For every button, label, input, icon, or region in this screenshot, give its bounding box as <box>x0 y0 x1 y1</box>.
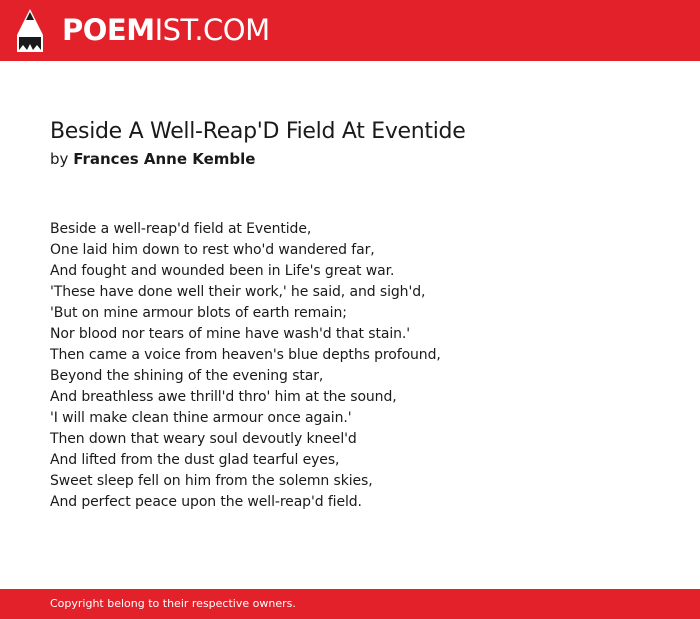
poem-line: And perfect peace upon the well-reap'd field. <box>50 494 362 510</box>
poem-line: Beside a well-reap'd field at Eventide, <box>50 221 312 237</box>
logo-light-text: IST.COM <box>154 13 270 47</box>
poem-line: Beyond the shining of the evening star, <box>50 368 324 384</box>
poem-line: Then down that weary soul devoutly kneel'd <box>50 431 357 447</box>
copyright-text: Copyright belong to their respective owners. <box>50 597 296 610</box>
poem-line: And lifted from the dust glad tearful eyes, <box>50 452 340 468</box>
site-logo[interactable] <box>62 13 270 47</box>
poem-line: 'I will make clean thine armour once again.' <box>50 410 352 426</box>
pencil-icon[interactable] <box>17 9 43 52</box>
poem-line: 'But on mine armour blots of earth remain; <box>50 305 347 321</box>
poem-line: One laid him down to rest who'd wandered far, <box>50 242 375 258</box>
poem-line: Nor blood nor tears of mine have wash'd that stain.' <box>50 326 411 342</box>
site-header <box>0 0 700 61</box>
author-name: Frances Anne Kemble <box>73 150 256 168</box>
poem-line: And breathless awe thrill'd thro' him at the sound, <box>50 389 397 405</box>
byline <box>50 149 255 169</box>
logo-bold-text: POEM <box>62 13 155 47</box>
poem-line: Sweet sleep fell on him from the solemn skies, <box>50 473 373 489</box>
poem-title: Beside A Well-Reap'D Field At Eventide <box>50 119 466 144</box>
poem-line: And fought and wounded been in Life's great war. <box>50 263 395 279</box>
poem-line: 'These have done well their work,' he said, and sigh'd, <box>50 284 426 300</box>
by-label: by <box>50 150 69 168</box>
poem-body <box>50 219 441 513</box>
poem-line: Then came a voice from heaven's blue depths profound, <box>50 347 441 363</box>
site-footer <box>0 589 700 619</box>
